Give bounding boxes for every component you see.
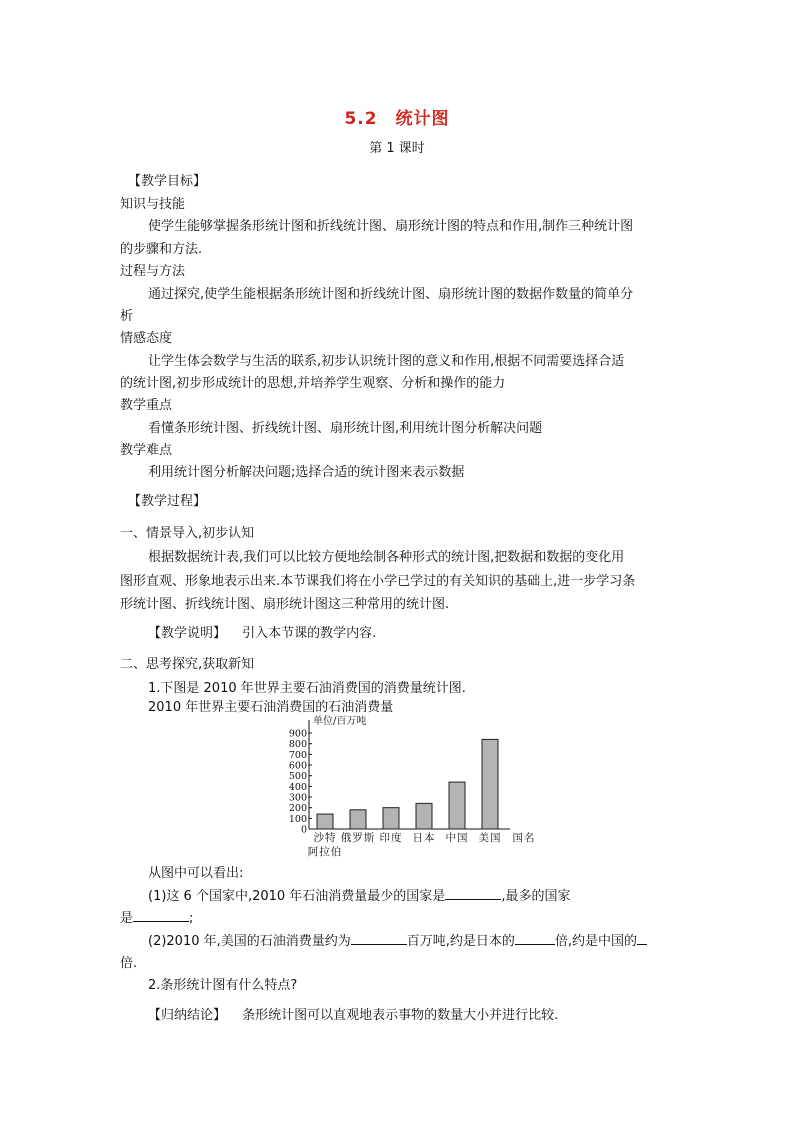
question-1: 1.下图是 2010 年世界主要石油消费国的消费量统计图.	[148, 681, 466, 696]
sub-question-1-line-2	[120, 907, 193, 926]
y-tick-label: 600	[288, 760, 307, 772]
sub-question-2-text-d: 倍.	[120, 956, 138, 971]
process-text-2: 析	[120, 309, 134, 324]
question-2: 2.条形统计图有什么特点?	[148, 978, 298, 993]
knowledge-text-2: 的步骤和方法.	[120, 242, 203, 257]
y-tick-label: 100	[288, 813, 307, 825]
chart-unit-label: 单位/百万吨	[313, 716, 367, 727]
conclusion-label: 【归纳结论】	[148, 1008, 227, 1023]
y-tick-label: 500	[288, 771, 307, 783]
y-tick-label: 300	[288, 792, 307, 804]
observation-intro: 从图中可以看出:	[148, 866, 244, 881]
bar-2	[350, 810, 366, 829]
process-header: 【教学过程】	[128, 494, 207, 509]
category-label: 俄罗斯	[340, 832, 376, 844]
chart-caption: 2010 年世界主要石油消费国的石油消费量	[148, 700, 394, 715]
category-label: 阿拉伯	[307, 846, 343, 858]
emotion-label: 情感态度	[120, 331, 173, 346]
key-label: 教学重点	[120, 398, 173, 413]
page-title: 5.2 统计图	[344, 109, 450, 129]
part1-title: 一、情景导入,初步认知	[120, 526, 255, 541]
sub-question-2-text-a: (2)2010 年,美国的石油消费量约为	[148, 934, 351, 949]
key-text: 看懂条形统计图、折线统计图、扇形统计图,利用统计图分析解决问题	[148, 421, 543, 436]
category-label: 印度	[379, 832, 403, 844]
answer-blank-most[interactable]	[133, 908, 189, 922]
bar-6	[482, 739, 498, 829]
emotion-text-1: 让学生体会数学与生活的联系,初步认识统计图的意义和作用,根据不同需要选择合适	[148, 354, 625, 369]
emotion-text-2: 的统计图,初步形成统计的思想,并培养学生观察、分析和操作的能力	[120, 376, 506, 391]
conclusion	[148, 1004, 558, 1023]
bar-3	[383, 808, 399, 829]
y-tick-label: 800	[288, 739, 307, 751]
teaching-note-label: 【教学说明】	[148, 626, 227, 641]
sub-question-1-text-d: ;	[189, 911, 194, 926]
answer-blank-china-ratio[interactable]	[637, 931, 647, 945]
answer-blank-least[interactable]	[445, 886, 501, 900]
oil-consumption-bar-chart	[282, 712, 552, 860]
part2-title: 二、思考探究,获取新知	[120, 657, 255, 672]
sub-question-1-line-1	[148, 885, 570, 904]
knowledge-label: 知识与技能	[120, 197, 186, 212]
sub-question-1-text-c: 是	[120, 911, 134, 926]
goals-header: 【教学目标】	[128, 174, 207, 189]
y-tick-label: 0	[300, 824, 307, 836]
part1-paragraph-2: 图形直观、形象地表示出来.本节课我们将在小学已学过的有关知识的基础上,进一步学习条	[120, 574, 636, 589]
x-axis-label: 国名	[512, 832, 536, 844]
y-tick-label: 700	[288, 749, 307, 761]
sub-question-2-text-b: 百万吨,约是日本的	[406, 934, 515, 949]
category-label: 美国	[478, 832, 502, 844]
process-label: 过程与方法	[120, 264, 186, 279]
sub-question-1-text-b: ,最多的国家	[501, 889, 571, 904]
part1-paragraph-3: 形统计图、折线统计图、扇形统计图这三种常用的统计图.	[120, 597, 450, 612]
sub-question-1-text-a: (1)这 6 个国家中,2010 年石油消费量最少的国家是	[148, 889, 446, 904]
process-text-1: 通过探究,使学生能根据条形统计图和折线统计图、扇形统计图的数据作数量的简单分	[148, 287, 634, 302]
y-tick-label: 900	[288, 728, 307, 740]
bar-4	[416, 803, 432, 829]
teaching-note-text: 引入本节课的教学内容.	[242, 626, 377, 641]
category-label: 日本	[412, 832, 436, 844]
category-label: 中国	[445, 832, 469, 844]
answer-blank-japan-ratio[interactable]	[515, 931, 555, 945]
bar-1	[317, 814, 333, 829]
part1-paragraph-1: 根据数据统计表,我们可以比较方便地绘制各种形式的统计图,把数据和数据的变化用	[148, 550, 625, 565]
knowledge-text-1: 使学生能够掌握条形统计图和折线统计图、扇形统计图的特点和作用,制作三种统计图	[148, 219, 634, 234]
y-tick-label: 400	[288, 781, 307, 793]
difficult-text: 利用统计图分析解决问题;选择合适的统计图来表示数据	[148, 465, 465, 480]
answer-blank-usa-amount[interactable]	[351, 931, 407, 945]
sub-question-2-line-1	[148, 930, 647, 949]
teaching-note	[148, 622, 376, 641]
difficult-label: 教学难点	[120, 443, 173, 458]
bar-5	[449, 782, 465, 829]
sub-question-2-text-c: 倍,约是中国的	[554, 934, 638, 949]
y-tick-label: 200	[288, 803, 307, 815]
lesson-subtitle: 第 1 课时	[369, 141, 425, 156]
category-label: 沙特	[313, 832, 337, 844]
conclusion-text: 条形统计图可以直观地表示事物的数量大小并进行比较.	[242, 1008, 559, 1023]
